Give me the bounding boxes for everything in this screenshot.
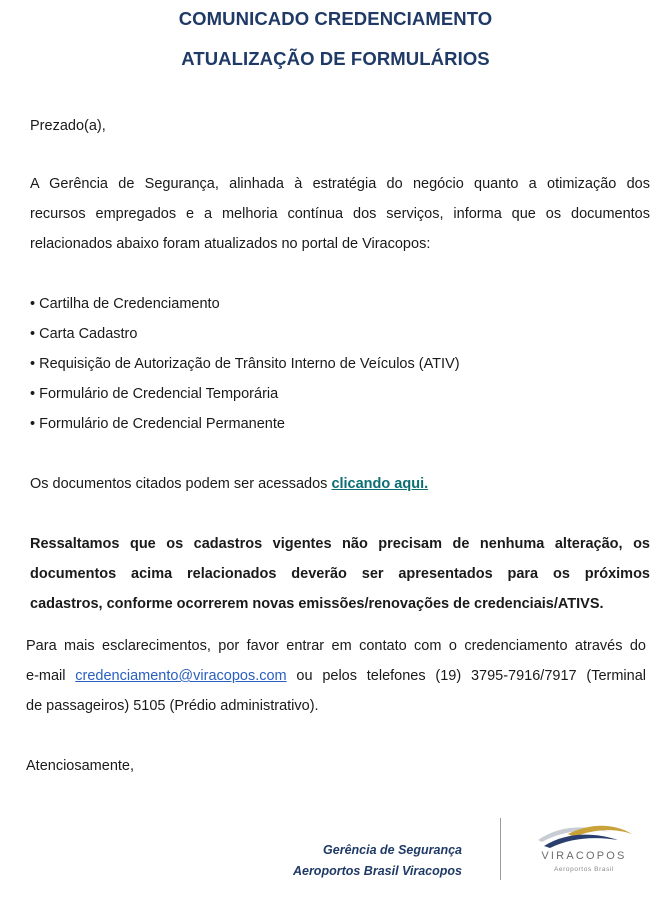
intro-line-3: relacionados abaixo foram atualizados no portal de Viracopos: bbox=[30, 236, 431, 252]
logo-swoosh-blue bbox=[544, 835, 618, 848]
contact-phones: ou pelos telefones (19) 3795-7916/7917 (Terminal bbox=[286, 668, 646, 684]
contact-email-link[interactable]: credenciamento@viracopos.com bbox=[75, 668, 287, 684]
logo-subtitle: Aeroportos Brasil bbox=[553, 866, 615, 873]
contact-email-prefix: e-mail bbox=[26, 668, 76, 684]
closing: Atenciosamente, bbox=[26, 758, 135, 774]
page-title-line1: COMUNICADO CREDENCIAMENTO bbox=[178, 8, 493, 29]
signature-divider bbox=[500, 818, 501, 880]
intro-line-2: recursos empregados e a melhoria contínua dos serviços, informa que os documentos bbox=[30, 206, 650, 222]
signature-line-1: Gerência de Segurança bbox=[323, 843, 462, 857]
greeting: Prezado(a), bbox=[30, 118, 106, 134]
list-item: • Formulário de Credencial Temporária bbox=[30, 386, 279, 402]
notice-line-2: documentos acima relacionados deverão ser apresentados para os próximos bbox=[30, 566, 650, 582]
notice-line-1: Ressaltamos que os cadastros vigentes não precisam de nenhuma alteração, os bbox=[30, 536, 650, 552]
intro-line-1: A Gerência de Segurança, alinhada à estratégia do negócio quanto a otimização dos bbox=[30, 176, 650, 192]
access-paragraph bbox=[30, 469, 428, 499]
signature-line-2: Aeroportos Brasil Viracopos bbox=[292, 864, 462, 878]
list-item: • Formulário de Credencial Permanente bbox=[30, 416, 285, 432]
contact-line-3: de passageiros) 5105 (Prédio administrativo). bbox=[26, 698, 319, 714]
list-item: • Carta Cadastro bbox=[30, 326, 138, 342]
list-item: • Requisição de Autorização de Trânsito Interno de Veículos (ATIV) bbox=[30, 356, 460, 372]
contact-line-2 bbox=[26, 661, 646, 691]
access-text: Os documentos citados podem ser acessados bbox=[30, 476, 332, 492]
list-item: • Cartilha de Credenciamento bbox=[30, 296, 220, 312]
notice-line-3: cadastros, conforme ocorrerem novas emissões/renovações de credenciais/ATIVS. bbox=[30, 596, 604, 612]
logo-wordmark: VIRACOPOS bbox=[541, 850, 627, 862]
contact-line-1: Para mais esclarecimentos, por favor entrar em contato com o credenciamento através do bbox=[26, 638, 646, 654]
access-link[interactable]: clicando aqui. bbox=[331, 476, 429, 492]
page-title-line2: ATUALIZAÇÃO DE FORMULÁRIOS bbox=[181, 48, 490, 69]
